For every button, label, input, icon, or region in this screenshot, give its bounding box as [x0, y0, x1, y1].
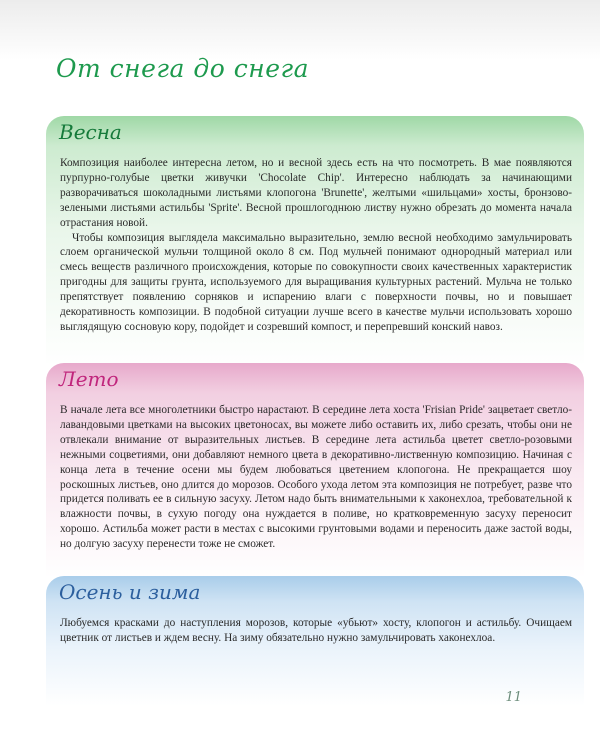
section-heading-spring: Весна: [59, 120, 122, 144]
section-heading-autumn-winter: Осень и зима: [59, 580, 201, 604]
top-decoration: [0, 0, 600, 60]
page-title: От снега до снега: [56, 54, 310, 83]
section-heading-summer: Лето: [59, 367, 119, 391]
section-body-autumn-winter: [60, 616, 572, 646]
section-body-spring: [60, 156, 572, 335]
page-number: 11: [505, 690, 522, 705]
section-spring: [46, 116, 584, 366]
paragraph: Композиция наиболее интересна летом, но и весной здесь есть на что посмотреть. В мае появляются пурпурно-голубые цветки живучки 'Chocolate Chip'. Интересно наблюдать за начинающими разворачиваться шоколадными листьями клопогона 'Brunette', желтыми «шильцами» хосты, бронзово-зелеными листьями астильбы 'Sprite'. Весной прошлогоднюю листву нужно обрезать до момента начала отрастания новой.: [60, 157, 572, 229]
section-body-summer: [60, 403, 572, 552]
paragraph: Любуемся красками до наступления морозов, которые «убьют» хосту, клопогон и астильбу. Очищаем цветник от листьев и ждем весну. На зиму обязательно нужно замульчировать хаконехлоа.: [60, 617, 572, 644]
section-autumn-winter: [46, 576, 584, 706]
section-summer: [46, 363, 584, 578]
paragraph: В начале лета все многолетники быстро нарастают. В середине лета хоста 'Frisian Pride' зацветает светло-лавандовыми цветками на высоких цветоносах, вы можете либо оставить их, либо срезать, чтобы они не отвлекали внимание от выразительных листьев. В середине лета астильба цветет светло-розовыми нежными соцветиями, они добавляют немного цвета в декоративно-лиственную композицию. Начиная с конца лета в течение осени мы будем любоваться цветением клопогона. Не прекращается шоу роскошных листьев, оно длится до морозов. Особого ухода летом эта композиция не потребует, разве что придется поливать ее в сильную засуху. Летом надо быть внимательными к хаконехлоа, требовательной к влажности почвы, в сухую погоду она нуждается в поливе, но кратковременную засуху переносит хорошо. Астильба может расти в местах с высокими грунтовыми водами и переносить даже застой воды, но долгую засуху перенести тоже не сможет.: [60, 404, 572, 551]
paragraph: Чтобы композиция выглядела максимально выразительно, землю весной необходимо замульчировать слоем органической мульчи толщиной около 8 см. Под мульчей понимают однородный материал или смесь веществ различного происхождения, которые по совокупности своих качественных характеристик пригодны для защиты грунта, используемого для выращивания культурных растений. Мульча не только препятствует появлению сорняков и испарению влаги с поверхности почвы, но и повышает декоративность композиции. В подобной ситуации лучше всего в качестве мульчи использовать хорошо выглядящую сосновую кору, подойдет и созревший компост, и перепревший конский навоз.: [60, 231, 572, 333]
